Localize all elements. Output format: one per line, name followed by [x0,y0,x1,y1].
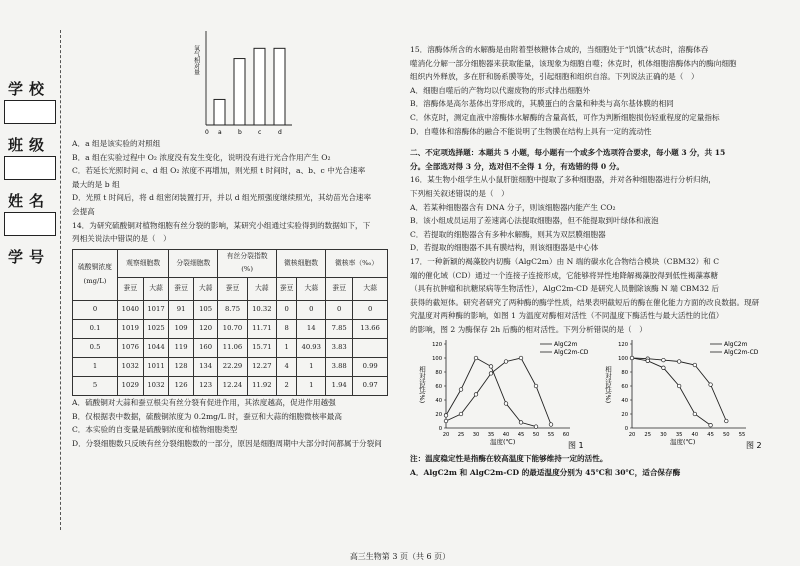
q17-option-a: A．AlgC2m 和 AlgC2m-CD 的最适温度分别为 45℃和 30℃，适合保存酶 [410,468,681,478]
cell: 105 [193,300,218,319]
cell: 1 [276,338,296,357]
series-b-point [519,421,523,425]
fig1-ylabel: 相对活性(%) [418,366,426,404]
cell: 2 [276,376,296,395]
bar-b [234,59,245,125]
fig2-series-algc2m-line [632,358,726,421]
cell: 0 [326,300,353,319]
series-b-point [693,413,697,417]
binding-strip [0,0,62,566]
y-tick-label: 100 [618,356,628,363]
cell: 1025 [143,319,169,338]
x-tick-label: 50 [722,432,730,439]
fig2-ylabel: 相对活性(%) [604,366,612,404]
q14-option-c: C．本实验的自变量是硫酸铜浓度和植物细胞类型 [72,425,238,435]
q16-line: 下列相关叙述错误的是（ ） [410,188,509,198]
cell: 1017 [143,300,169,319]
series-b-point [474,357,478,361]
cell: 40.93 [297,338,326,357]
q13-option-d-cont: 会提高 [72,206,95,216]
cell: 12.27 [247,357,276,376]
series-b-point [504,402,508,406]
sub-garlic: 大蒜 [193,277,218,300]
x-tick-label: 20 [628,432,636,439]
cell: 0.97 [353,376,388,395]
page-footer: 高三生物第 3 页（共 6 页） [349,552,451,561]
cell: 119 [169,338,194,357]
y-tick-label: 20 [435,412,442,419]
cell: 1076 [118,338,144,357]
binding-label-class: 班级 [7,136,50,154]
x-tick-label: d [278,129,282,136]
series-a-point [489,372,493,376]
cell: 7.85 [326,319,353,338]
section-2-heading-cont: 分。全部选对得 3 分，选对但不全得 1 分，有选错的得 0 分。 [410,161,624,171]
series-b-point [459,388,463,392]
cell: 134 [193,357,218,376]
x-tick-label: b [238,129,242,136]
y-tick-label: 20 [621,412,628,419]
q15-option-a: A．细胞自噬后的产物均以代谢废物的形式排出细胞外 [410,85,591,95]
sub-garlic: 大蒜 [297,277,326,300]
x-tick-label: 25 [644,432,652,439]
x-tick-label: 0 [205,129,209,136]
q15-line: 组织内外释放，多在肝和肠系膜等处，引起细胞和组织自溶。下列说法正确的是（ ） [410,72,699,82]
q14-option-b: B．仅根据表中数据，硫酸铜浓度为 0.2mg/L 时，蚕豆和大蒜的细胞微核率最高 [72,411,342,421]
table-row [73,319,388,338]
q17-line: 的影响，图 2 为酶保存 2h 后酶的相对活性。下列分析错误的是（ ） [410,324,647,334]
sub-broadbean: 蚕豆 [118,277,144,300]
x-tick-label: 40 [691,432,699,439]
header-dividing: 分裂细胞数 [169,249,218,277]
cell: 0 [353,300,388,319]
cell: 12.24 [218,376,247,395]
fig2-xlabel: 温度(℃) [670,438,696,447]
series-a-point [724,420,728,424]
cell: 109 [169,319,194,338]
series-b-point [662,366,666,370]
cell: 1032 [143,376,169,395]
table-row [73,300,388,319]
series-b-point [534,425,538,429]
series-b-point [630,357,634,361]
q17-note: 注：温度稳定性是指酶在较高温度下能够维持一定的活性。 [410,454,608,464]
q13-option-d: D．光照 t 时间后，将 d 组密闭装置打开，并以 d 组光照强度继续照光，其幼苗光合速率 [72,193,372,203]
y-axis-label: 氧气相对量 [192,45,200,75]
bar-a [214,99,225,125]
sub-garlic: 大蒜 [143,277,169,300]
q13-option-a: A．a 组是该实验的对照组 [72,139,161,148]
q14-option-a: A．硫酸铜对大蒜和蚕豆根尖有丝分裂有促进作用，其浓度越高，促进作用越强 [72,397,336,407]
x-tick-label: 45 [707,432,714,439]
q14-stem-cont: 列相关说法中错误的是（ ） [72,234,171,244]
school-field[interactable] [4,100,56,124]
cell: 1 [297,376,326,395]
q14-option-d: D．分裂细胞数只反映有丝分裂细胞数的一部分，原因是细胞周期中大部分时间都属于分裂间 [72,438,382,448]
header-observed: 观察细胞数 [118,249,169,277]
bar-d [274,48,285,125]
cell: 11.71 [247,319,276,338]
q15-line: 15．溶酶体所含的水解酶是由附着型核糖体合成的，当细胞处于“饥饿”状态时，溶酶体吞 [410,45,709,54]
q17-figure-2 [606,336,786,452]
cell: 13.66 [353,319,388,338]
cell: 8 [276,319,296,338]
series-a-point [662,359,666,363]
series-a-point [677,360,681,364]
fig1-caption: 图 1 [568,441,584,451]
x-tick-label: 45 [517,432,525,439]
q17-line: 究温度对两种酶的影响，如图 1 为温度对酶相对活性（不同温度下酶活性与最大活性的比值） [410,311,724,321]
cell: 0.99 [353,357,388,376]
q17-figure-1 [420,336,600,452]
q15-option-b: B．溶酶体是高尔基体出芽形成的，其膜蛋白的含量和种类与高尔基体膜的相同 [410,99,674,109]
x-tick-label: 40 [502,432,510,439]
series-a-point [693,364,697,368]
header-concentration: 硫酸铜浓度 (mg/L) [73,249,118,300]
series-a-point [504,360,508,364]
series-a-point [709,383,713,387]
y-tick-label: 0 [438,426,442,433]
cell: 1040 [118,300,144,319]
q17-line: 获得的截短体。研究者研究了两种酶的酶学性质，结果表明截短后的酶在催化能力方面的改良数据。现研 [410,297,760,307]
y-tick-label: 120 [618,342,628,349]
cell: 91 [169,300,194,319]
header-micronucleus-rate: 微核率（‰） [326,249,388,277]
table-row [73,376,388,395]
header-micronucleus: 微核细胞数 [276,249,325,277]
cell: 11.06 [218,338,247,357]
q13-bar-chart [192,25,302,137]
cell: 120 [193,319,218,338]
q15-option-c: C．休克时，测定血液中溶酶体水解酶的含量高低，可作为判断细胞损伤轻重程度的定量指标 [410,112,720,122]
series-a-point [549,423,553,427]
series-a-point [474,393,478,397]
fig2-legend-b: AlgC2m-CD [724,349,759,357]
series-b-point [677,385,681,389]
cell: 0 [73,300,118,319]
cell: 15.71 [247,338,276,357]
y-tick-label: 120 [432,342,442,349]
bar-c [254,48,265,125]
cell: 1032 [118,357,144,376]
table-row [73,338,388,357]
q15-option-d: D．自噬体和溶酶体的融合不能说明了生物膜在结构上具有一定的流动性 [410,126,652,136]
right-column [410,43,788,480]
x-tick-label: c [258,129,262,136]
cell: 0 [297,300,326,319]
y-tick-label: 60 [435,384,442,391]
series-a-point [534,385,538,389]
cell: 128 [169,357,194,376]
cell [353,338,388,357]
series-b-point [489,365,493,369]
name-field[interactable] [4,212,56,236]
binding-label-name: 姓名 [7,192,50,210]
q13-option-c: C．若延长光照时间 c、d 组 O₂ 浓度不再增加，则光照 t 时间时，a、b、c 中光合速率 [72,166,366,176]
cell: 1 [297,357,326,376]
x-tick-label: 25 [457,432,465,439]
dashed-cut-line [60,30,61,530]
y-tick-label: 80 [435,370,442,377]
class-field[interactable] [4,156,56,180]
sub-broadbean: 蚕豆 [169,277,194,300]
cell: 126 [169,376,194,395]
sub-broadbean: 蚕豆 [276,277,296,300]
cell: 22.29 [218,357,247,376]
series-b-point [444,414,448,418]
q16-option-a: A．若某种细胞器含有 DNA 分子，则该细胞器内能产生 CO₂ [410,202,616,212]
y-tick-label: 100 [432,356,442,363]
q17-line: （具有抗肿瘤和抗糖尿病等生物活性），AlgC2m-CD 是研究人员删除该酶 N 端 CBM32 后 [410,284,720,294]
table-row [73,357,388,376]
binding-label-school: 学校 [7,80,50,98]
y-tick-label: 0 [624,426,628,433]
sub-broadbean: 蚕豆 [326,277,353,300]
binding-label-id: 学号 [7,248,50,266]
x-tick-label: 30 [472,432,480,439]
x-tick-label: 55 [547,432,555,439]
x-tick-label: 30 [660,432,667,439]
cell: 1.94 [326,376,353,395]
sub-garlic: 大蒜 [353,277,388,300]
cell: 1011 [143,357,169,376]
q16-option-c: C．若提取的细胞器含有多种水解酶，则其为双层膜细胞器 [410,229,606,239]
cell: 14 [297,319,326,338]
q16-option-d: D．若提取的细胞器不具有膜结构，则该细胞器是中心体 [410,243,599,253]
x-tick-label: a [218,129,222,136]
series-a-point [459,413,463,417]
x-tick-label: 50 [532,432,540,439]
q14-table [72,249,388,396]
cell: 160 [193,338,218,357]
y-tick-label: 40 [435,398,442,405]
q16-line: 16．某生物小组学生从小鼠肝脏细胞中提取了多种细胞器，并对各种细胞器进行分析归纳， [410,175,716,185]
fig1-legend-b: AlgC2m-CD [554,349,589,357]
q17-line: 17．一种新颖的褐藻胶内切酶（AlgC2m）由 N 端的碳水化合物结合模块（CBM32）和 C [410,256,720,266]
fig2-legend-a: AlgC2m [724,341,748,349]
sub-garlic: 大蒜 [247,277,276,300]
cell: 1044 [143,338,169,357]
cell: 1019 [118,319,144,338]
cell: 5 [73,376,118,395]
x-tick-label: 35 [487,432,495,439]
q14-stem: 14．为研究硫酸铜对植物细胞有丝分裂的影响，某研究小组通过实验得到的数据如下，下 [72,220,371,230]
y-tick-label: 40 [621,398,628,405]
q13-option-b: B．a 组在实验过程中 O₂ 浓度没有发生变化，说明没有进行光合作用产生 O₂ [72,152,331,162]
x-tick-label: 60 [562,432,570,439]
fig2-series-algc2m-cd-line [632,358,711,425]
q17-line: 端的催化域（CD）通过一个连接子连接形成，它能够将异性地降解褐藻胶得到低性褐藻寡糖 [410,270,719,280]
section-2-heading: 二、不定项选择题：本题共 5 小题，每小题有一个或多个选项符合要求，每小题 3 分，共 15 [410,148,726,158]
cell: 123 [193,376,218,395]
header-mitotic-index: 有丝分裂指数 (%) [218,249,277,277]
y-tick-label: 80 [621,370,628,377]
y-tick-label: 60 [621,384,628,391]
sub-broadbean: 蚕豆 [218,277,247,300]
cell: 0 [276,300,296,319]
x-tick-label: 20 [442,432,450,439]
q15-line: 噬消化分解一部分细胞器来获取能量，该现象为细胞自噬；休克时，机体细胞溶酶体内的酶向细胞 [410,58,737,68]
cell: 1029 [118,376,144,395]
x-tick-label: 55 [738,432,746,439]
cell: 0.1 [73,319,118,338]
cell: 1 [73,357,118,376]
q17-figures [410,336,788,452]
cell: 10.70 [218,319,247,338]
cell: 8.75 [218,300,247,319]
cell: 3.83 [326,338,353,357]
cell: 4 [276,357,296,376]
cell: 0.5 [73,338,118,357]
fig1-xlabel: 温度(℃) [490,438,516,447]
q13-option-c-cont: 最大的是 b 组 [72,179,120,189]
x-tick-label: 35 [675,432,683,439]
left-column [72,25,390,450]
series-a-point [444,420,448,424]
cell: 3.88 [326,357,353,376]
q16-option-b: B．该小组成员运用了差速离心法提取细胞器，但不能提取到叶绿体和液泡 [410,216,659,226]
cell: 11.92 [247,376,276,395]
fig2-caption: 图 2 [746,441,762,451]
cell: 10.32 [247,300,276,319]
series-a-point [519,357,523,361]
fig1-legend-a: AlgC2m [554,341,578,349]
series-b-point [646,359,650,363]
series-b-point [709,424,713,428]
